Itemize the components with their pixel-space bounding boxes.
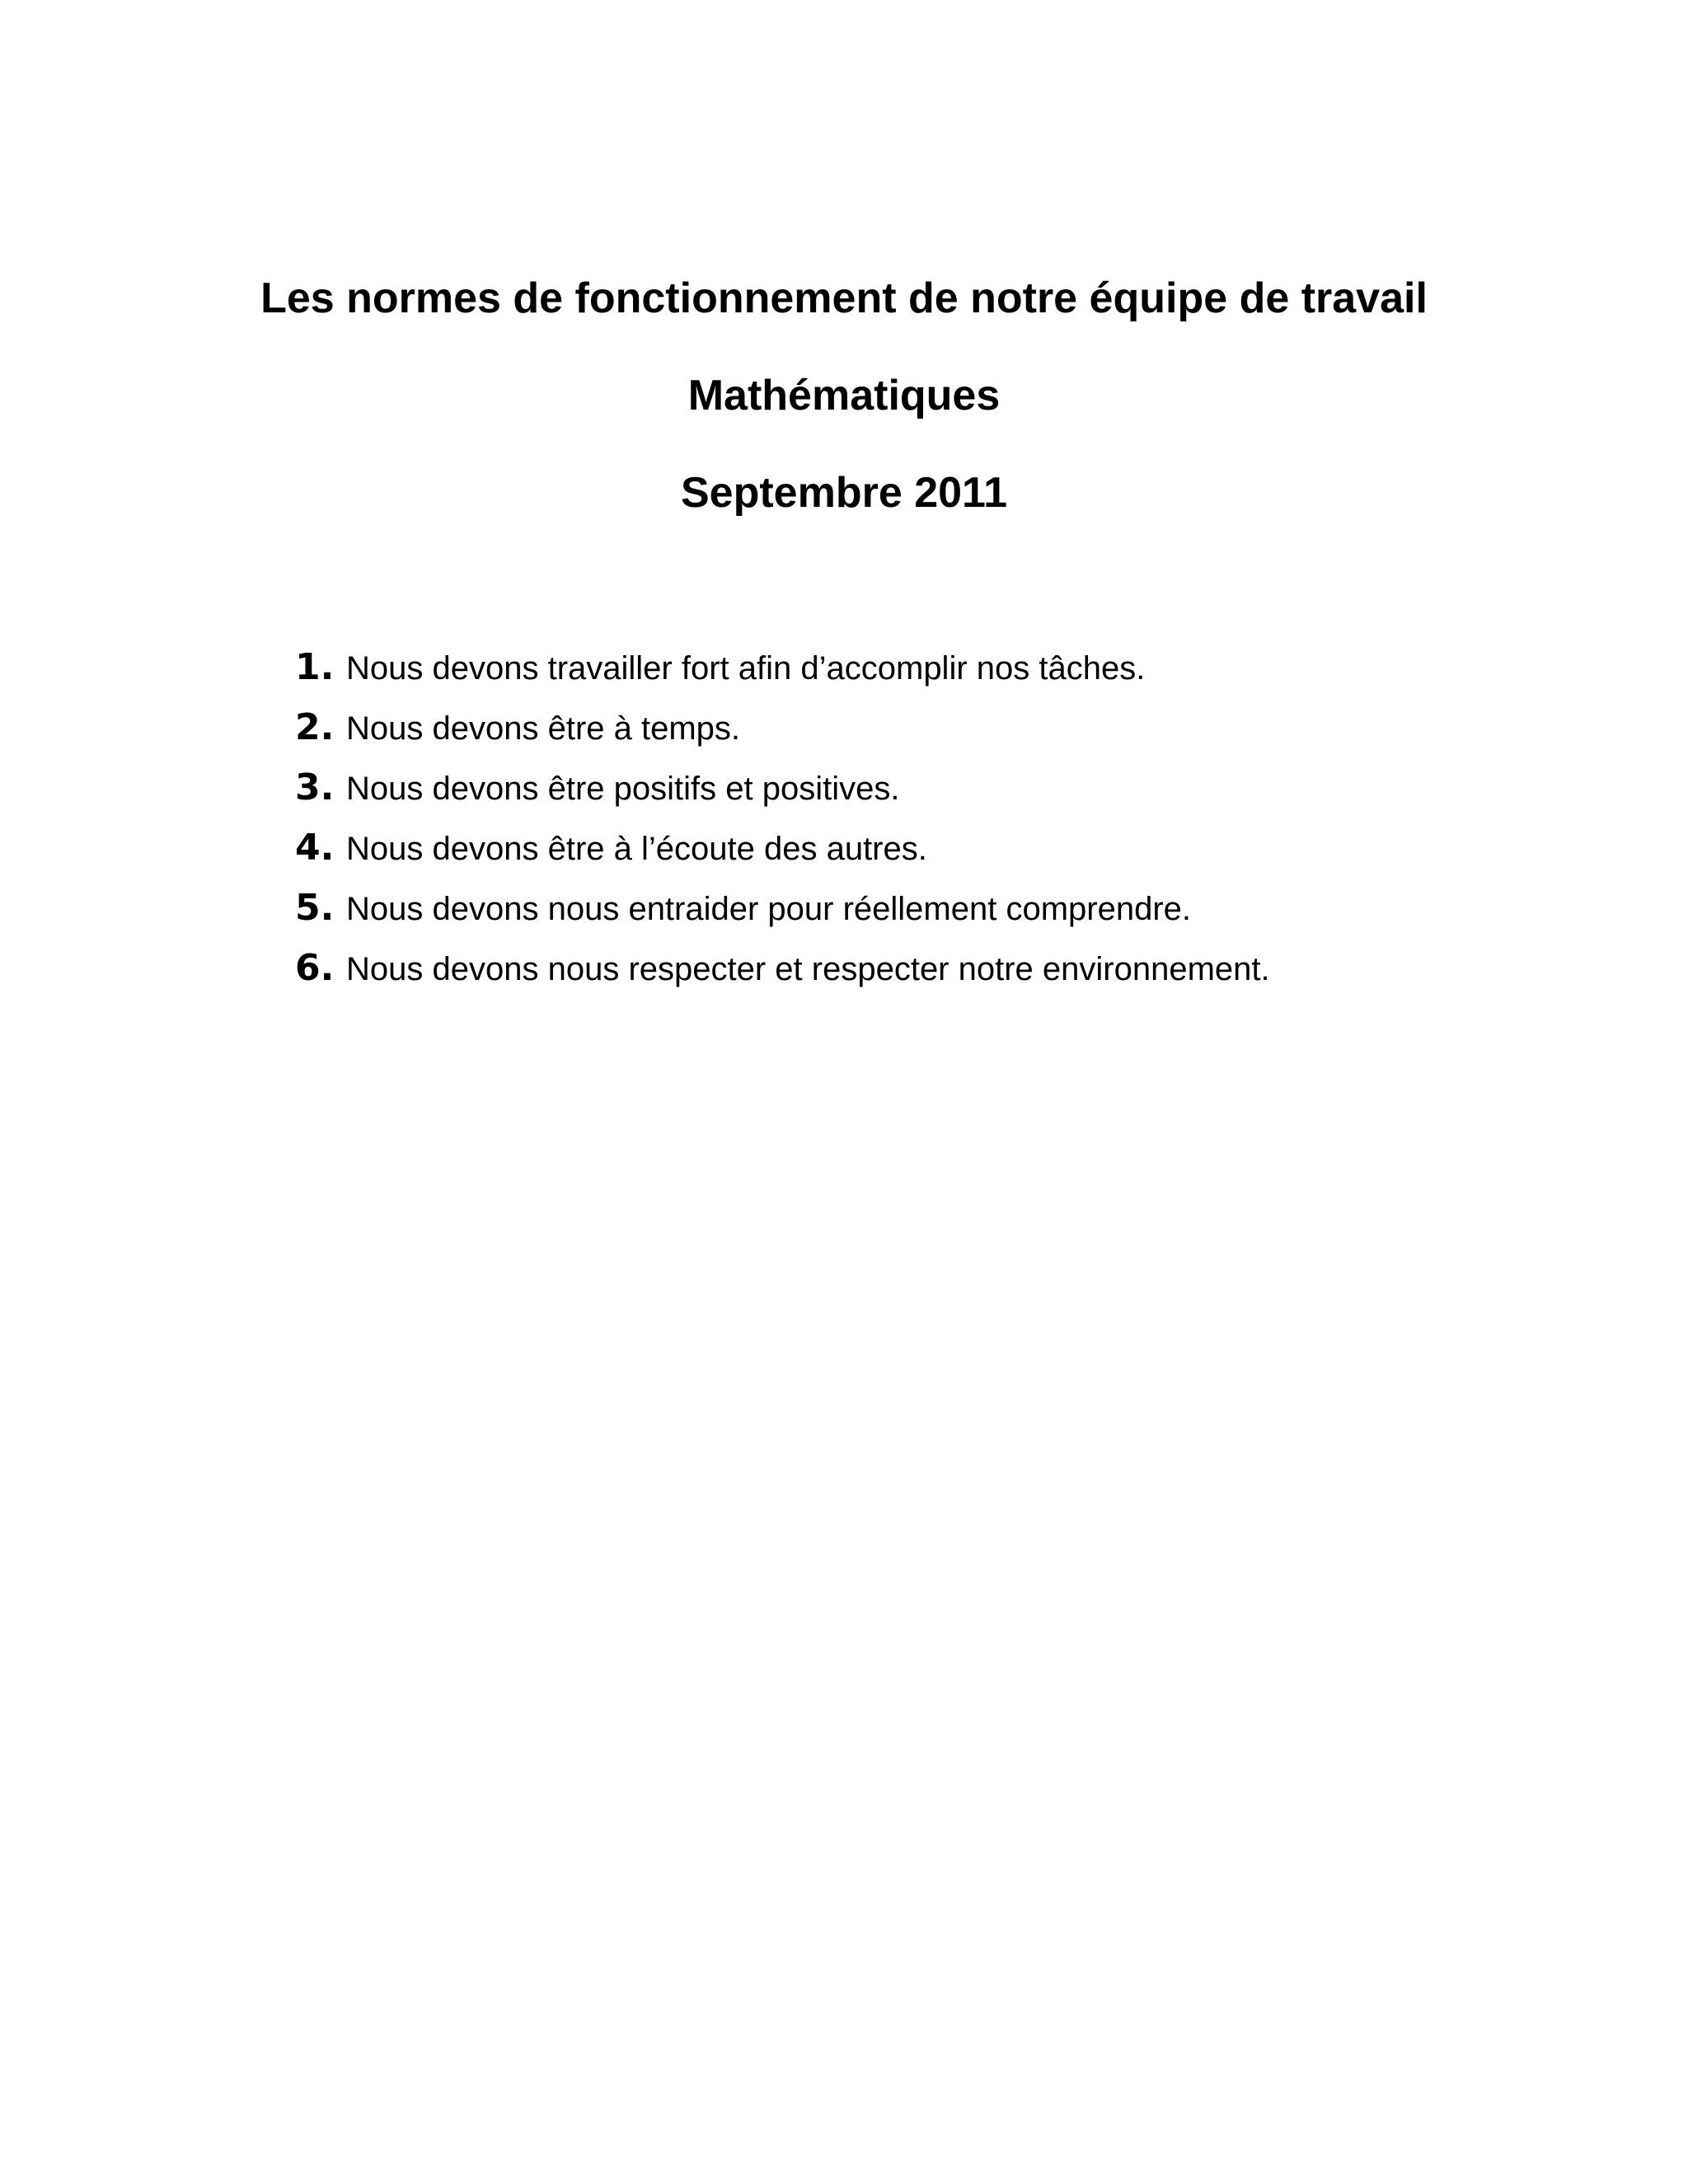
list-item-number: 4. [295, 827, 335, 869]
list-item-number: 5. [295, 887, 335, 929]
list-item [295, 944, 1531, 1004]
document-date: Septembre 2011 [680, 469, 1008, 517]
document-title: Les normes de fonctionnement de notre équipe de travail [260, 274, 1428, 322]
list-item [295, 703, 1531, 763]
list-item-number: 1. [295, 646, 335, 688]
list-item-text: Nous devons nous entraider pour réellement comprendre. [346, 891, 1192, 927]
document-subject: Mathématiques [687, 372, 1001, 419]
norms-list [295, 643, 1531, 1004]
list-item-number: 2. [295, 706, 335, 748]
list-item-text: Nous devons être à temps. [346, 710, 741, 747]
list-item [295, 763, 1531, 823]
list-item-text: Nous devons être à l’écoute des autres. [346, 831, 927, 867]
list-item-text: Nous devons être positifs et positives. [346, 771, 900, 807]
list-item-number: 6. [295, 947, 335, 989]
list-item-number: 3. [295, 766, 335, 808]
list-item [295, 643, 1531, 703]
list-item [295, 823, 1531, 883]
list-item-text: Nous devons nous respecter et respecter notre environnement. [346, 951, 1270, 987]
list-item [295, 883, 1531, 944]
list-item-text: Nous devons travailler fort afin d’accomplir nos tâches. [346, 650, 1146, 687]
